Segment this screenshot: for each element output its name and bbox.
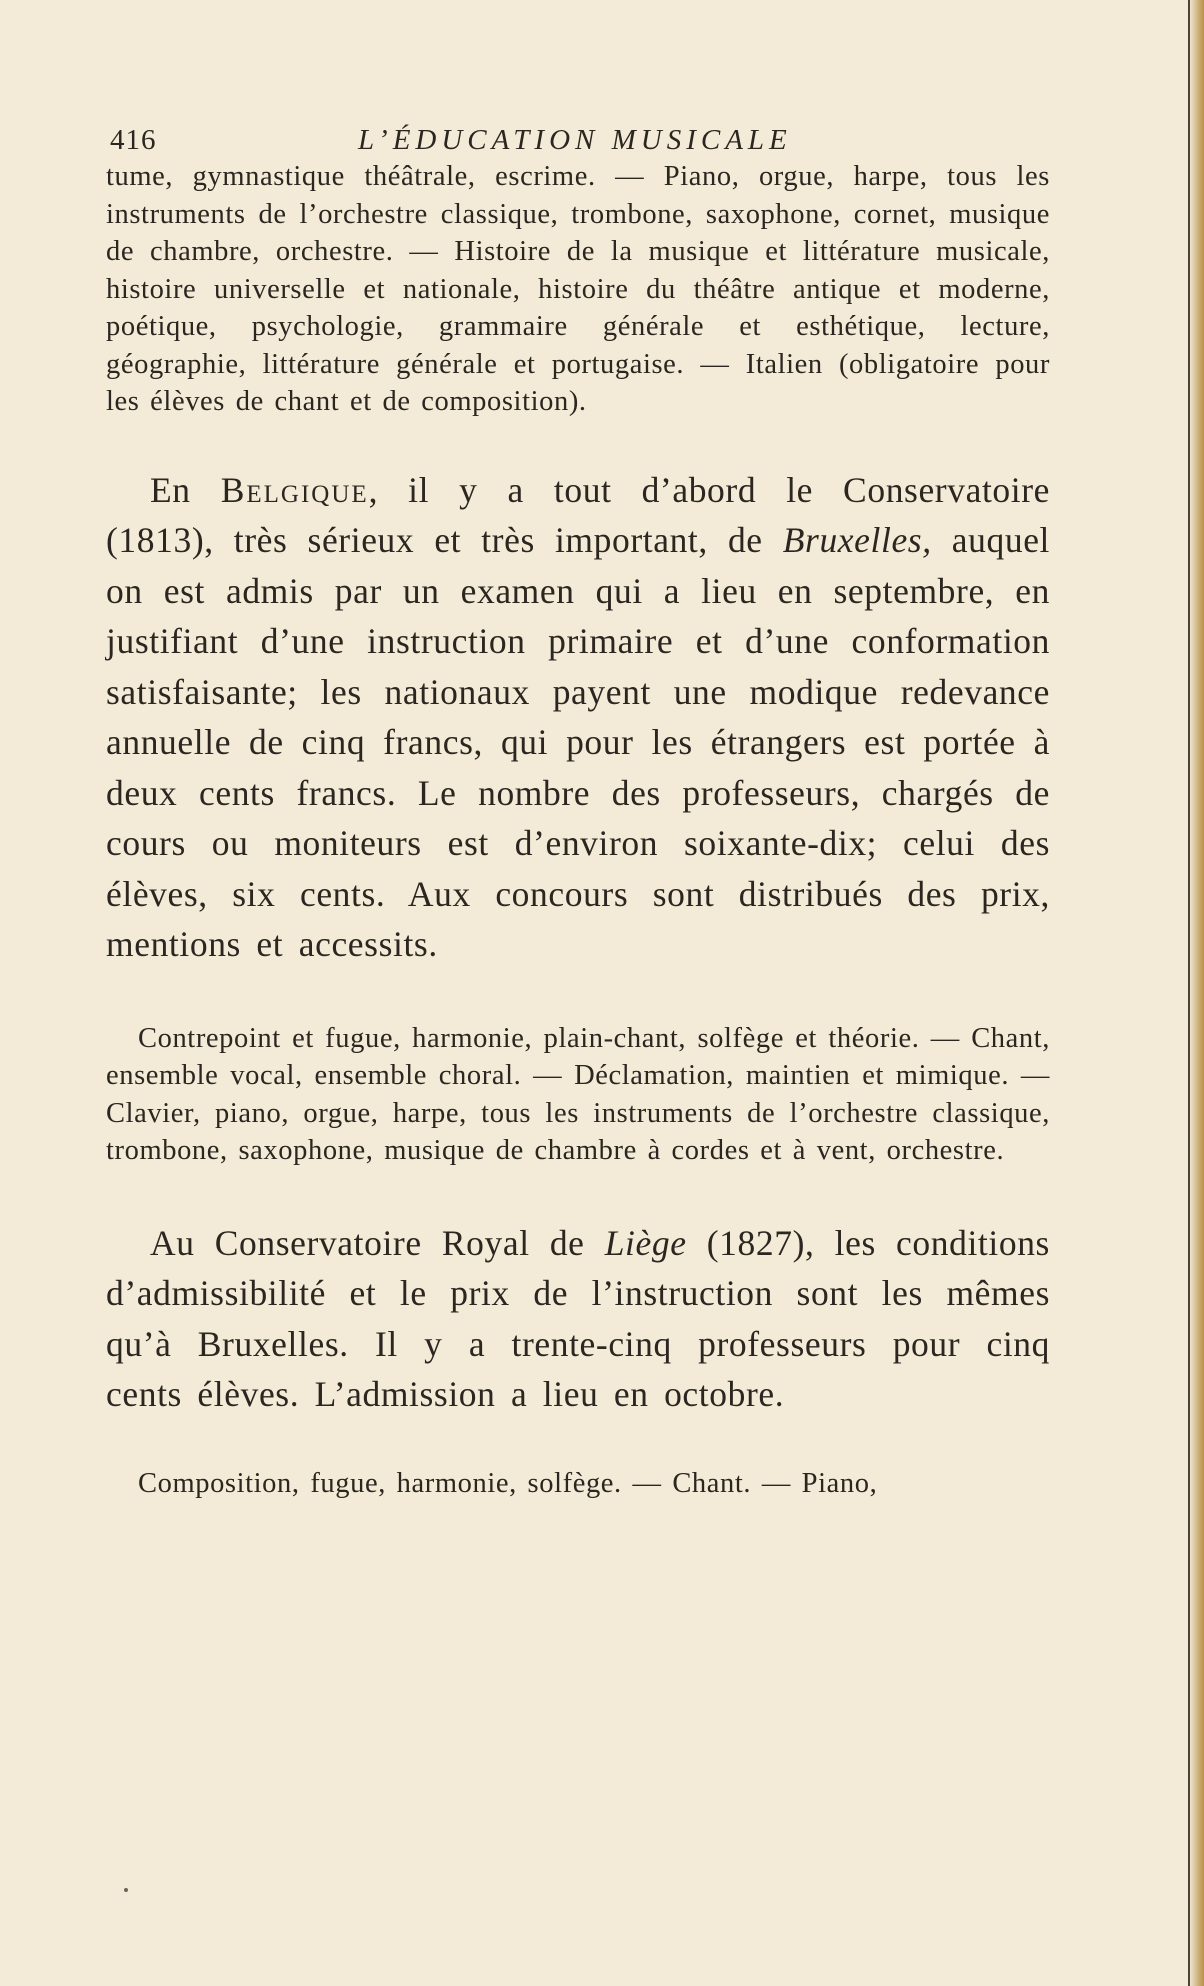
paragraph-belgique bbox=[106, 465, 1050, 970]
paragraph-text: , il y a tout d’abord le Conservatoire (1813), très sérieux et très important, de bbox=[106, 469, 1050, 560]
paragraph-text: auquel on est admis par un examen qui a lieu en septembre, en justifiant d’une instruction primaire et d’une conformation satisfaisante; les nationaux payent une modique redevance annuelle de cinq francs, qui pour les étrangers est portée à deux cents francs. Le nombre des professeurs, chargés de cours ou moniteurs est d’environ soixante-dix; celui des élèves, six cents. Aux concours sont distribués des prix, mentions et accessits. bbox=[106, 520, 1051, 964]
page-number: 416 bbox=[110, 124, 157, 156]
country-name: Belgique bbox=[220, 469, 369, 510]
paragraph-liege bbox=[106, 1218, 1050, 1420]
paragraph-curriculum-portugal bbox=[106, 158, 1050, 421]
paragraph-curriculum-liege bbox=[106, 1465, 1050, 1503]
paragraph-text: Au Conservatoire Royal de bbox=[150, 1222, 585, 1263]
paper-speck bbox=[124, 1888, 128, 1892]
paragraph-text: tume, gymnastique théâtrale, escrime. — Piano, orgue, harpe, tous les instruments de l’orchestre classique, trombone, saxophone, cornet, musique de chambre, orchestre. — Histoire de la musique et littérature musicale, histoire universelle et nationale, histoire du théâtre antique et moderne, poétique, psychologie, grammaire générale et esthétique, lecture, géographie, littérature générale et portugaise. — Italien (obligatoire pour les élèves de chant et de composition). bbox=[106, 161, 1050, 417]
paragraph-lead: En bbox=[150, 469, 191, 510]
city-name: Liège bbox=[604, 1222, 687, 1263]
running-head bbox=[106, 118, 1050, 158]
paragraph-curriculum-bruxelles bbox=[106, 1020, 1050, 1170]
running-title: L’ÉDUCATION MUSICALE bbox=[358, 124, 792, 156]
paragraph-text: Contrepoint et fugue, harmonie, plain-chant, solfège et théorie. — Chant, ensemble vocal, ensemble choral. — Déclamation, maintien et mimique. — Clavier, piano, orgue, harpe, tous les instruments de l’orchestre classique, trombone, saxophone, musique de chambre à cordes et à vent, orchestre. bbox=[106, 1022, 1050, 1166]
page-content bbox=[106, 118, 1050, 1502]
page-edge bbox=[1190, 0, 1204, 1986]
paragraph-text: Composition, fugue, harmonie, solfège. — Chant. — Piano, bbox=[138, 1467, 878, 1499]
city-name: Bruxelles, bbox=[782, 520, 932, 560]
paragraph-text: (1827), les conditions d’admissibilité et le prix de l’instruction sont les mêmes qu’à Bruxelles. Il y a trente-cinq professeurs pour cinq cents élèves. L’admission a lieu en octobre. bbox=[106, 1222, 1050, 1414]
